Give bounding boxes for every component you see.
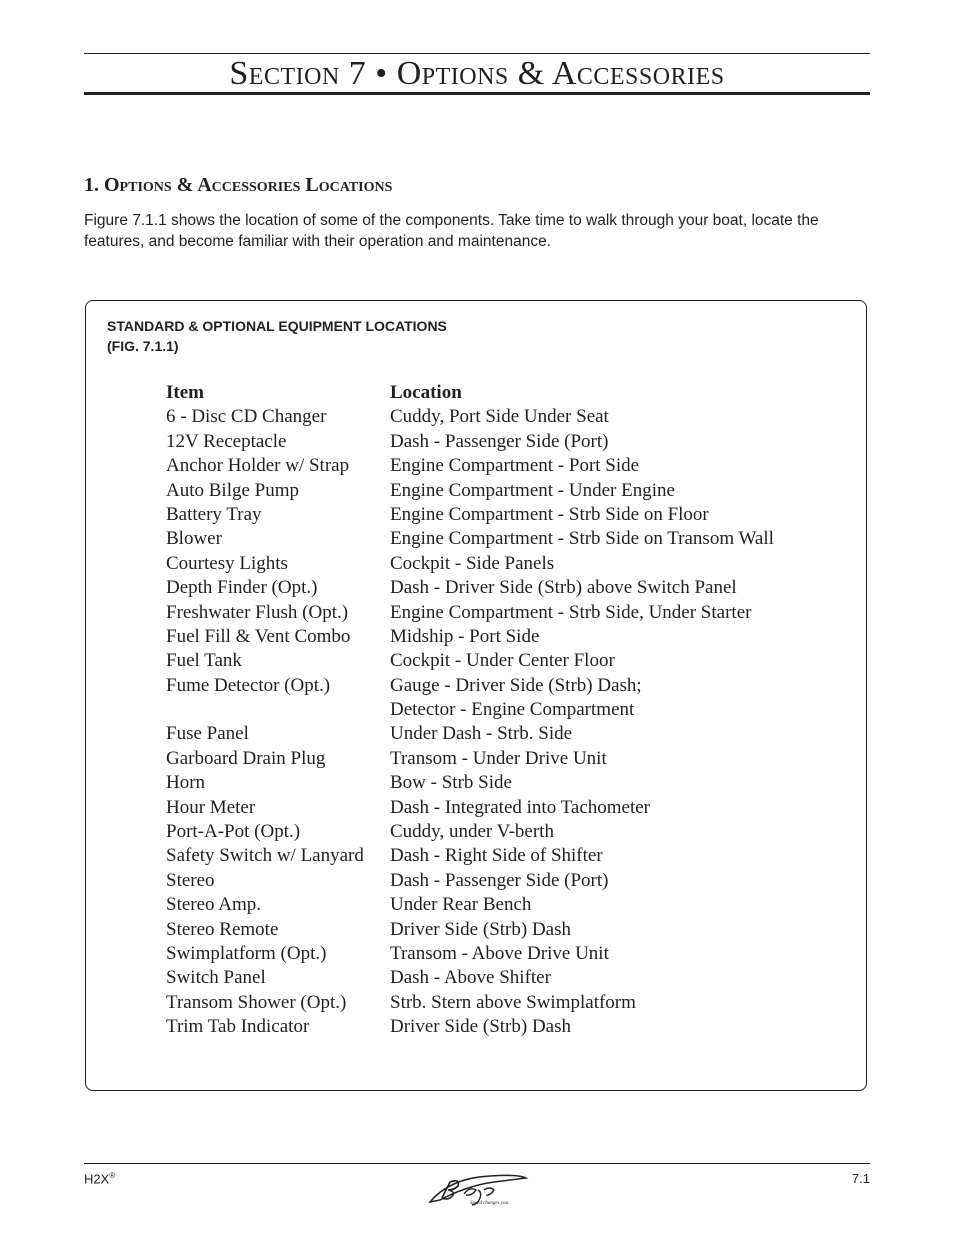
column-header-item: Item xyxy=(166,382,204,403)
row-location: Driver Side (Strb) Dash xyxy=(390,1016,571,1038)
table-row xyxy=(166,503,774,527)
table-row xyxy=(166,527,774,551)
table-row xyxy=(166,405,774,429)
table-row xyxy=(166,991,774,1015)
row-item: Horn xyxy=(166,772,206,794)
row-item: Fume Detector (Opt.) xyxy=(166,674,331,696)
table-row xyxy=(166,747,774,771)
header-rule-top xyxy=(84,53,870,54)
section-title: Section 7 • Options & Accessories xyxy=(229,55,725,92)
table-row xyxy=(166,966,774,990)
table-row xyxy=(166,601,774,625)
row-location: Cockpit - Side Panels xyxy=(390,552,555,574)
table-row xyxy=(166,674,774,698)
footer-rule xyxy=(84,1163,870,1164)
row-location: Engine Compartment - Under Engine xyxy=(390,479,675,501)
row-item: Stereo xyxy=(166,869,215,891)
table-row xyxy=(166,869,774,893)
row-item: Freshwater Flush (Opt.) xyxy=(166,601,349,623)
equipment-table xyxy=(166,381,774,1040)
row-item: Trim Tab Indicator xyxy=(166,1016,310,1038)
row-item: Fuel Fill & Vent Combo xyxy=(166,625,351,647)
table-row xyxy=(166,918,774,942)
row-location: Cockpit - Under Center Floor xyxy=(390,650,615,672)
row-item: Anchor Holder w/ Strap xyxy=(166,455,350,477)
table-row xyxy=(166,552,774,576)
row-item: Stereo Remote xyxy=(166,918,279,940)
table-row xyxy=(166,844,774,868)
row-item: Depth Finder (Opt.) xyxy=(166,577,318,599)
row-item: Garboard Drain Plug xyxy=(166,747,326,769)
row-location: Dash - Passenger Side (Port) xyxy=(390,869,609,891)
row-location: Transom - Above Drive Unit xyxy=(390,942,609,964)
row-item: Auto Bilge Pump xyxy=(166,479,300,501)
row-location: Engine Compartment - Strb Side, Under Starter xyxy=(390,601,752,623)
row-item: Hour Meter xyxy=(166,796,256,818)
row-item: Transom Shower (Opt.) xyxy=(166,991,347,1013)
table-row xyxy=(166,430,774,454)
row-item: Fuse Panel xyxy=(166,723,249,745)
row-location: Engine Compartment - Strb Side on Floor xyxy=(390,503,709,525)
table-row xyxy=(166,698,774,722)
intro-paragraph: Figure 7.1.1 shows the location of some of the components. Take time to walk through your boat, locate the features, and become familiar with their operation and maintenance. xyxy=(84,212,819,250)
row-item: Swimplatform (Opt.) xyxy=(166,942,327,964)
table-row xyxy=(166,942,774,966)
table-row xyxy=(166,479,774,503)
registered-mark: ® xyxy=(109,1171,116,1180)
subsection-heading: 1. Options & Accessories Locations xyxy=(84,174,393,196)
row-item xyxy=(166,698,390,722)
table-row xyxy=(166,625,774,649)
row-location: Under Dash - Strb. Side xyxy=(390,723,573,745)
row-item: 12V Receptacle xyxy=(166,430,287,452)
table-row xyxy=(166,722,774,746)
row-location: Dash - Passenger Side (Port) xyxy=(390,430,609,452)
row-location: Driver Side (Strb) Dash xyxy=(390,918,571,940)
row-location: Dash - Driver Side (Strb) above Switch Panel xyxy=(390,577,737,599)
table-row xyxy=(166,454,774,478)
table-row xyxy=(166,1015,774,1039)
table-row xyxy=(166,796,774,820)
row-item: Blower xyxy=(166,528,222,550)
row-location: Engine Compartment - Strb Side on Transom Wall xyxy=(390,528,774,550)
row-location: Strb. Stern above Swimplatform xyxy=(390,991,636,1013)
row-item: Port-A-Pot (Opt.) xyxy=(166,821,301,843)
row-item: Battery Tray xyxy=(166,503,262,525)
row-item: 6 - Disc CD Changer xyxy=(166,406,327,428)
table-row xyxy=(166,820,774,844)
page-number: 7.1 xyxy=(851,1171,870,1186)
table-row xyxy=(166,893,774,917)
row-location: Under Rear Bench xyxy=(390,894,532,916)
row-item: Fuel Tank xyxy=(166,650,242,672)
row-location: Cuddy, under V-berth xyxy=(390,821,554,843)
row-item: Courtesy Lights xyxy=(166,552,288,574)
row-item: Stereo Amp. xyxy=(166,894,261,916)
table-row xyxy=(166,771,774,795)
box-title xyxy=(107,316,447,356)
box-title-line2: (FIG. 7.1.1) xyxy=(107,338,179,354)
row-location: Cuddy, Port Side Under Seat xyxy=(390,406,609,428)
box-title-line1: STANDARD & OPTIONAL EQUIPMENT LOCATIONS xyxy=(107,318,447,334)
row-location: Dash - Right Side of Shifter xyxy=(390,845,603,867)
row-item: Switch Panel xyxy=(166,967,266,989)
row-item: Safety Switch w/ Lanyard xyxy=(166,845,364,867)
logo-tagline: Speed changes you. xyxy=(470,1201,510,1206)
row-location: Detector - Engine Compartment xyxy=(390,699,635,721)
baja-logo-icon xyxy=(420,1168,532,1208)
column-header-location: Location xyxy=(390,382,462,403)
header-rule-bottom xyxy=(84,92,870,95)
row-location: Transom - Under Drive Unit xyxy=(390,747,607,769)
row-location: Engine Compartment - Port Side xyxy=(390,455,640,477)
row-location: Midship - Port Side xyxy=(390,625,540,647)
table-row xyxy=(166,649,774,673)
table-header-row xyxy=(166,381,774,405)
row-location: Bow - Strb Side xyxy=(390,772,512,794)
model-name: H2X xyxy=(84,1171,110,1187)
footer-model xyxy=(84,1171,115,1186)
row-location: Dash - Integrated into Tachometer xyxy=(390,796,650,818)
row-location: Gauge - Driver Side (Strb) Dash; xyxy=(390,674,642,696)
table-row xyxy=(166,576,774,600)
row-location: Dash - Above Shifter xyxy=(390,967,551,989)
